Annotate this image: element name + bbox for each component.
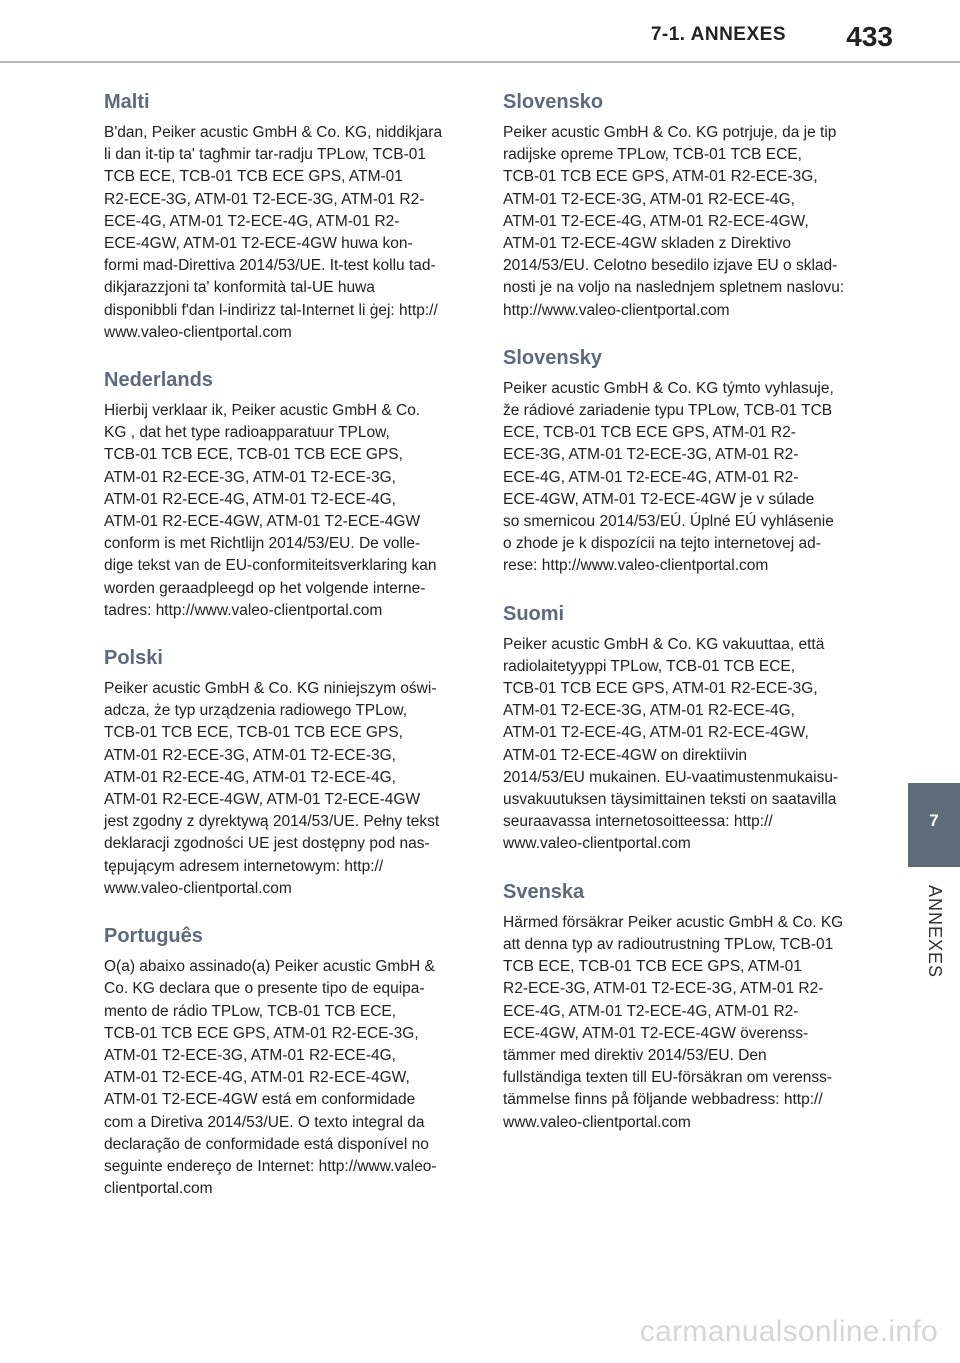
section-nederlands — [104, 368, 464, 622]
chapter-label-container — [912, 885, 956, 985]
section-title-svenska: Svenska — [503, 880, 585, 903]
section-svenska — [503, 880, 863, 1134]
section-text-nederlands: Hierbij verklaar ik, Peiker acustic GmbH & Co. KG , dat het type radioapparatuur TPLow, TCB-01 TCB ECE, TCB-01 TCB ECE GPS, ATM-01 R2-ECE-3G, ATM-01 T2-ECE-3G, ATM-01 R2-ECE-4G, ATM-01 T2-ECE-4G, ATM-01 R2-ECE-4GW, ATM-01 T2-ECE-4GW conform is met Richtlijn 2014/53/EU. De volle- dige tekst van de EU-conformiteitsverklaring kan worden geraadpleegd op het volgende interne- tadres: http://www.valeo-clientportal.com — [104, 402, 437, 619]
section-text-polski: Peiker acustic GmbH & Co. KG niniejszym oświ- adcza, że typ urządzenia radiowego TPLow, TCB-01 TCB ECE, TCB-01 TCB ECE GPS, ATM-01 R2-ECE-3G, ATM-01 T2-ECE-3G, ATM-01 R2-ECE-4G, ATM-01 T2-ECE-4G, ATM-01 R2-ECE-4GW, ATM-01 T2-ECE-4GW jest zgodny z dyrektywą 2014/53/UE. Pełny tekst deklaracji zgodności UE jest dostępny pod nas- tępującym adresem internetowym: http:// www.valeo-clientportal.com — [104, 680, 440, 897]
section-text-malti: B'dan, Peiker acustic GmbH & Co. KG, niddikjara li dan it-tip ta' tagħmir tar-radju TPLow, TCB-01 TCB ECE, TCB-01 TCB ECE GPS, ATM-01 R2-ECE-3G, ATM-01 T2-ECE-3G, ATM-01 R2- ECE-4G, ATM-01 T2-ECE-4G, ATM-01 R2- ECE-4GW, ATM-01 T2-ECE-4GW huwa kon- formi mad-Direttiva 2014/53/UE. It-test kollu tad- dikjarazzjoni ta' konformità tal-UE huwa disponibbli f'dan l-indirizz tal-Internet li ġej: http:// www.valeo-clientportal.com — [104, 124, 443, 341]
section-text-slovensko: Peiker acustic GmbH & Co. KG potrjuje, da je tip radijske opreme TPLow, TCB-01 TCB ECE, TCB-01 TCB ECE GPS, ATM-01 R2-ECE-3G, ATM-01 T2-ECE-3G, ATM-01 R2-ECE-4G, ATM-01 T2-ECE-4G, ATM-01 R2-ECE-4GW, ATM-01 T2-ECE-4GW skladen z Direktivo 2014/53/EU. Celotno besedilo izjave EU o sklad- nosti je na voljo na naslednjem spletnem naslovu: http://www.valeo-clientportal.com — [503, 124, 845, 319]
section-slovensko — [503, 90, 863, 322]
section-title-slovensko: Slovensko — [503, 91, 604, 113]
chapter-tab — [908, 783, 960, 867]
section-title-nederlands: Nederlands — [104, 369, 213, 392]
section-malti — [104, 90, 464, 344]
section-slovensky — [503, 346, 863, 578]
section-title-polski: Polski — [104, 647, 163, 670]
section-text-svenska: Härmed försäkrar Peiker acustic GmbH & Co. KG att denna typ av radioutrustning TPLow, TCB-01 TCB ECE, TCB-01 TCB ECE GPS, ATM-01 R2-ECE-3G, ATM-01 T2-ECE-3G, ATM-01 R2- ECE-4G, ATM-01 T2-ECE-4G, ATM-01 R2- ECE-4GW, ATM-01 T2-ECE-4GW överenss- tämmer med direktiv 2014/53/EU. Den fullständiga texten till EU-försäkran om verenss- tämmelse finns på följande webbadress: http:// www.valeo-clientportal.com — [503, 913, 844, 1131]
page-header — [0, 0, 960, 62]
page-number: 433 — [846, 21, 893, 52]
chapter-number: 7 — [929, 811, 939, 830]
left-column — [104, 90, 464, 1224]
section-title-portugues: Português — [104, 925, 203, 948]
section-title: 7-1. ANNEXES — [650, 24, 786, 45]
section-text-slovensky: Peiker acustic GmbH & Co. KG týmto vyhlasuje, že rádiové zariadenie typu TPLow, TCB-01 TCB ECE, TCB-01 TCB ECE GPS, ATM-01 R2- ECE-3G, ATM-01 T2-ECE-3G, ATM-01 R2- ECE-4G, ATM-01 T2-ECE-4G, ATM-01 R2- ECE-4GW, ATM-01 T2-ECE-4GW je v súlade so smernicou 2014/53/EÚ. Úplné EÚ vyhlásenie o zhode je k dispozícii na tejto internetovej ad- rese: http://www.valeo-clientportal.com — [503, 379, 834, 575]
header-divider — [0, 61, 960, 63]
section-title-malti: Malti — [104, 91, 150, 113]
watermark-text: carmanualsonline.info — [639, 1315, 938, 1348]
section-title-slovensky: Slovensky — [503, 346, 602, 369]
section-text-suomi: Peiker acustic GmbH & Co. KG vakuuttaa, että radiolaitetyyppi TPLow, TCB-01 TCB ECE, TCB-01 TCB ECE GPS, ATM-01 R2-ECE-3G, ATM-01 T2-ECE-3G, ATM-01 R2-ECE-4G, ATM-01 T2-ECE-4G, ATM-01 R2-ECE-4GW, ATM-01 T2-ECE-4GW on direktiivin 2014/53/EU mukainen. EU-vaatimustenmukaisu- usvakuutuksen täysimittainen teksti on saatavilla seuraavassa internetosoitteessa: http:// www.valeo-clientportal.com — [503, 635, 839, 853]
section-portugues — [104, 924, 464, 1200]
section-title-suomi: Suomi — [503, 602, 565, 625]
section-polski — [104, 646, 464, 900]
right-column — [503, 90, 863, 1158]
chapter-label: ANNEXES — [925, 885, 945, 979]
section-text-portugues: O(a) abaixo assinado(a) Peiker acustic GmbH & Co. KG declara que o presente tipo de equipa- mento de rádio TPLow, TCB-01 TCB ECE, TCB-01 TCB ECE GPS, ATM-01 R2-ECE-3G, ATM-01 T2-ECE-3G, ATM-01 R2-ECE-4G, ATM-01 T2-ECE-4G, ATM-01 R2-ECE-4GW, ATM-01 T2-ECE-4GW está em conformidade com a Diretiva 2014/53/UE. O texto integral da declaração de conformidade está disponível no seguinte endereço de Internet: http://www.valeo- clientportal.com — [104, 958, 437, 1198]
section-suomi — [503, 602, 863, 856]
